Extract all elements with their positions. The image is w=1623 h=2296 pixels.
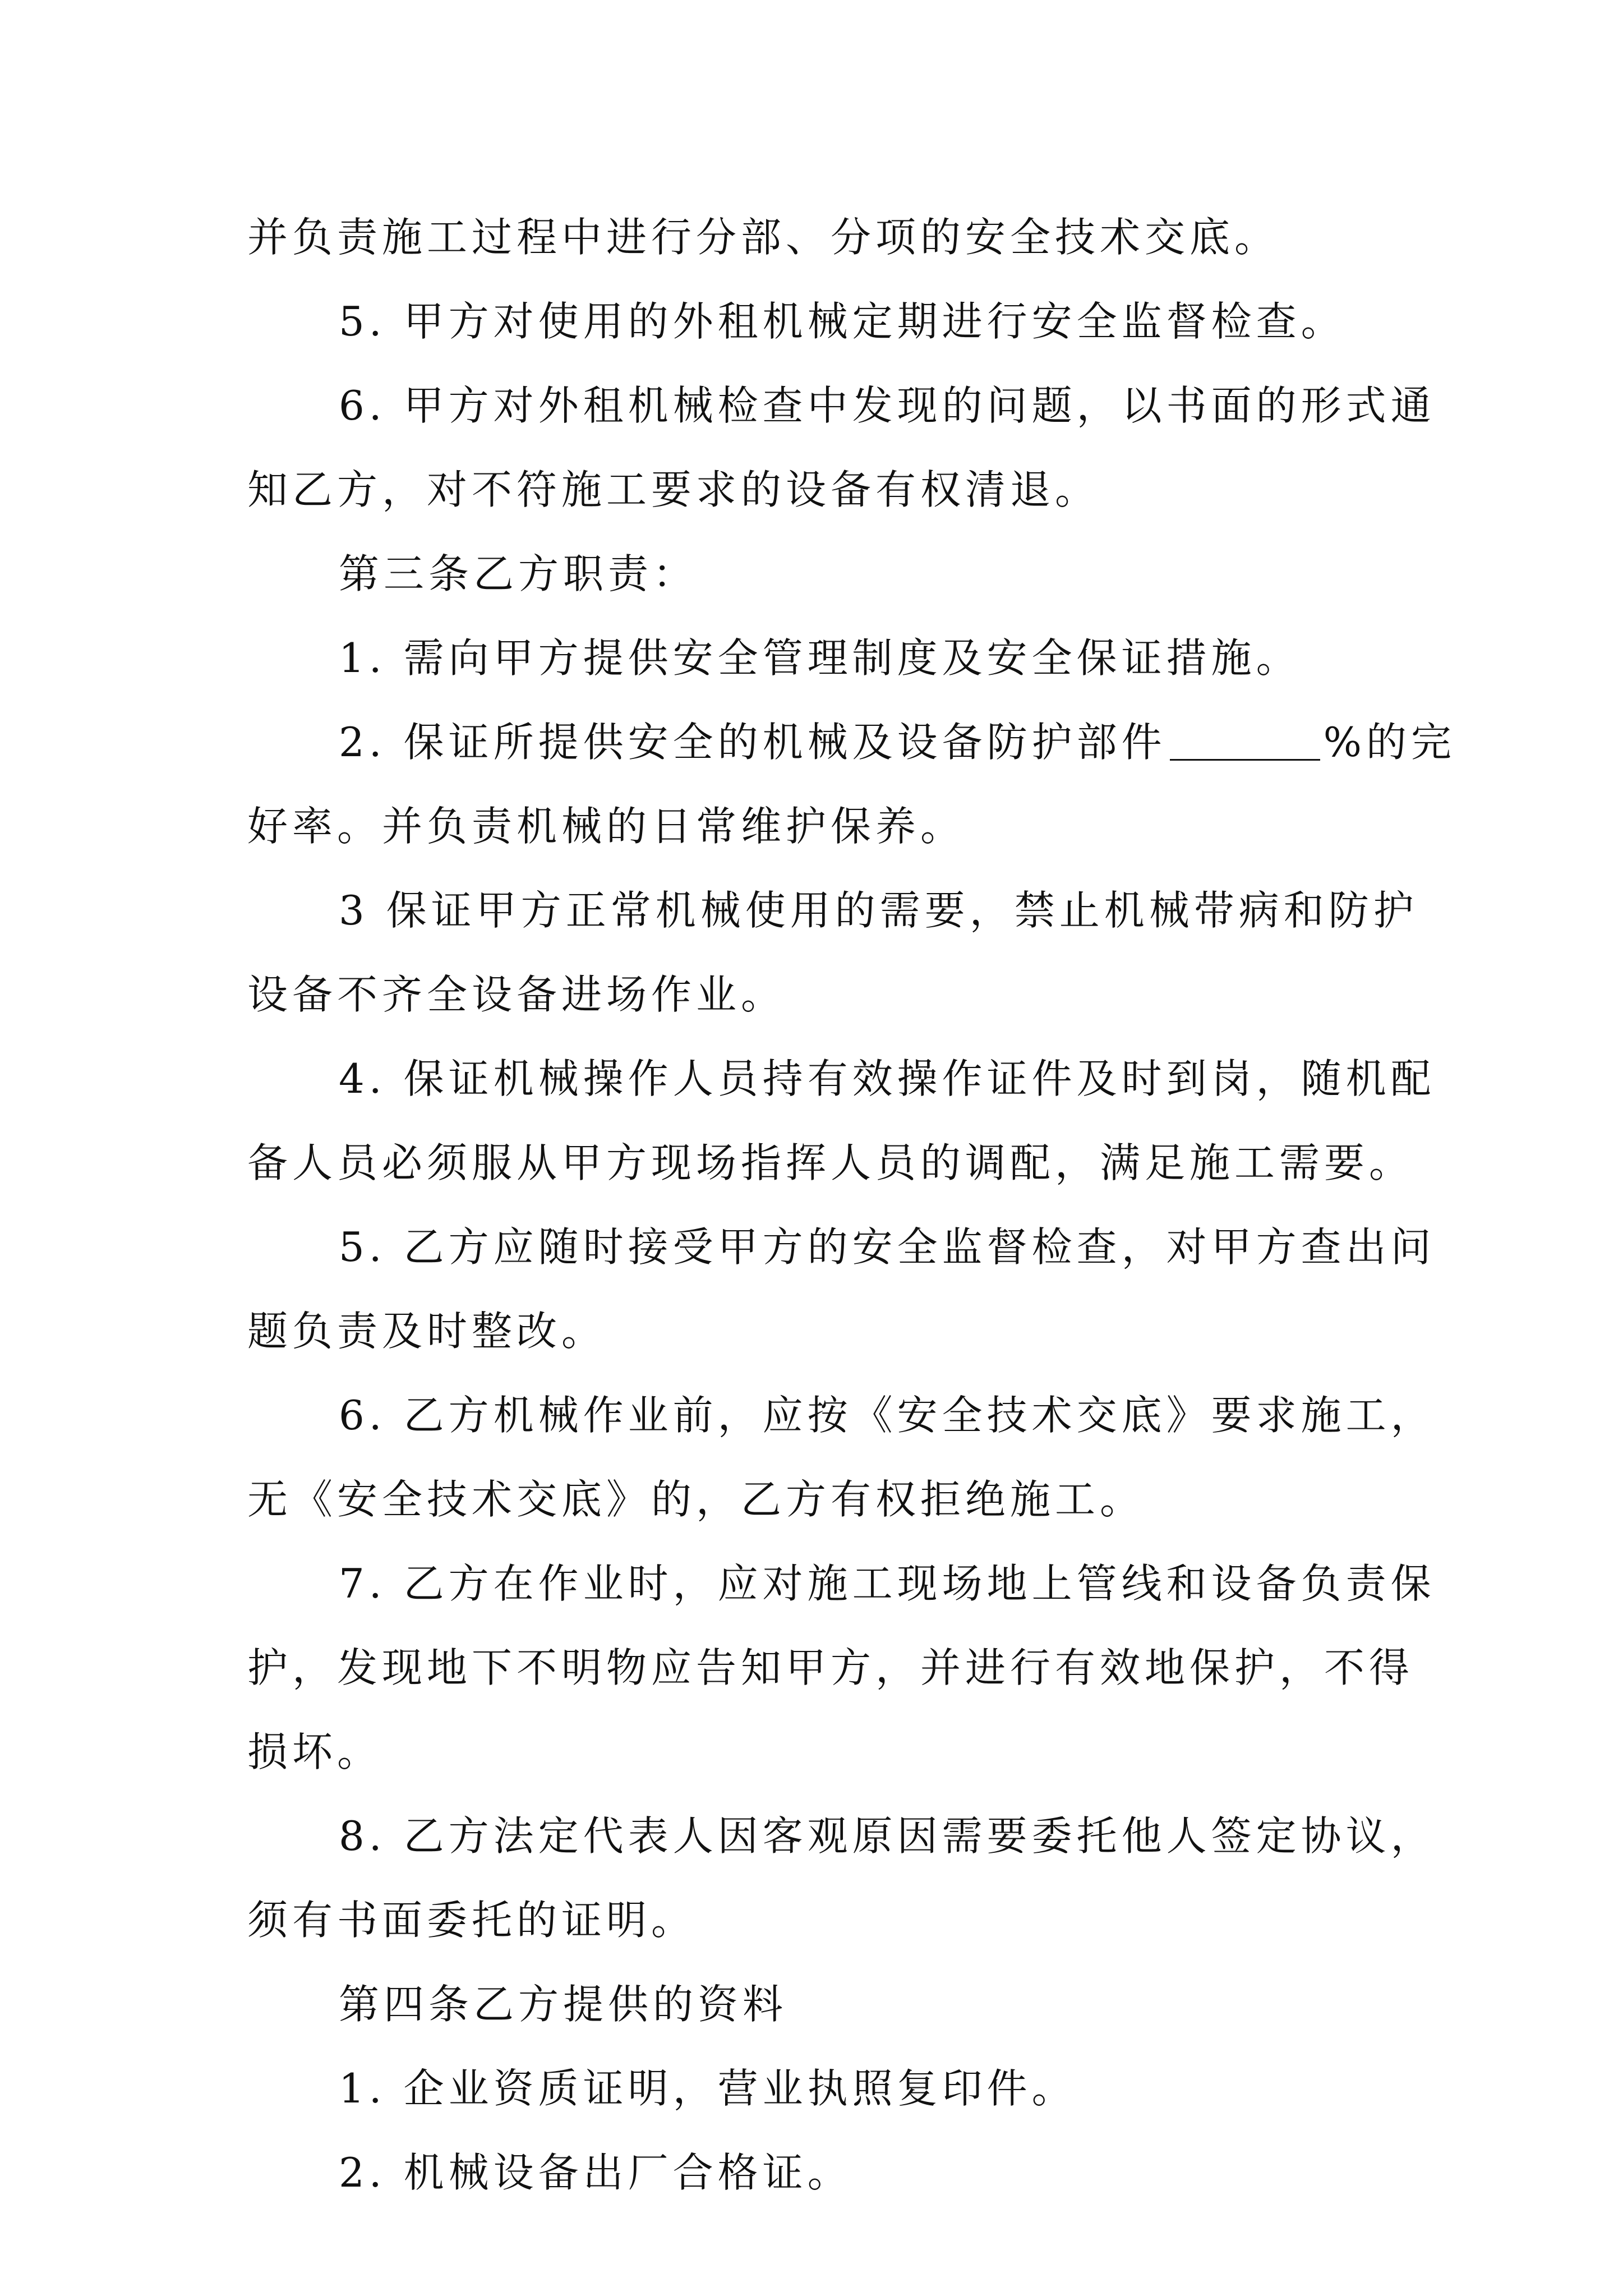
paragraph-line: 好率。并负责机械的日常维护保养。 — [247, 803, 966, 850]
paragraph-line: 3 保证甲方正常机械使用的需要，禁止机械带病和防护 — [339, 887, 1418, 934]
paragraph-line: 6. 乙方机械作业前，应按《安全技术交底》要求施工， — [339, 1392, 1436, 1439]
paragraph-line: 6. 甲方对外租机械检查中发现的问题，以书面的形式通 — [339, 382, 1436, 429]
section-heading: 第四条乙方提供的资料 — [339, 1981, 788, 2028]
paragraph-line: 无《安全技术交底》的，乙方有权拒绝施工。 — [247, 1476, 1145, 1523]
paragraph-line: 知乙方，对不符施工要求的设备有权清退。 — [247, 466, 1100, 513]
paragraph-line: 题负责及时整改。 — [247, 1308, 607, 1355]
paragraph-line: 护，发现地下不明物应告知甲方，并进行有效地保护，不得 — [247, 1644, 1414, 1691]
fill-in-blank — [1170, 719, 1320, 761]
paragraph-line: 备人员必须服从甲方现场指挥人员的调配，满足施工需要。 — [247, 1139, 1414, 1186]
paragraph-line: 须有书面委托的证明。 — [247, 1897, 697, 1944]
paragraph-line: 4. 保证机械操作人员持有效操作证件及时到岗，随机配 — [339, 1055, 1436, 1102]
line-text: %的完 — [1323, 719, 1456, 766]
paragraph-line: 7. 乙方在作业时，应对施工现场地上管线和设备负责保 — [339, 1560, 1436, 1607]
section-heading: 第三条乙方职责： — [339, 550, 698, 597]
paragraph-line-with-blank — [247, 700, 1456, 784]
paragraph-line: 8. 乙方法定代表人因客观原因需要委托他人签定协议， — [339, 1812, 1436, 1860]
paragraph-line: 2. 机械设备出厂合格证。 — [339, 2149, 852, 2196]
line-text: 2. 保证所提供安全的机械及设备防护部件 — [339, 719, 1166, 766]
document-body — [247, 195, 1456, 2215]
paragraph-line: 5. 甲方对使用的外租机械定期进行安全监督检查。 — [339, 298, 1346, 345]
paragraph-line: 损坏。 — [247, 1728, 382, 1775]
paragraph-line: 1. 企业资质证明，营业执照复印件。 — [339, 2065, 1077, 2112]
paragraph-line: 1. 需向甲方提供安全管理制度及安全保证措施。 — [339, 634, 1301, 682]
paragraph-line: 设备不齐全设备进场作业。 — [247, 971, 786, 1018]
paragraph-line: 5. 乙方应随时接受甲方的安全监督检查，对甲方查出问 — [339, 1223, 1436, 1271]
paragraph-line: 并负责施工过程中进行分部、分项的安全技术交底。 — [247, 214, 1280, 261]
